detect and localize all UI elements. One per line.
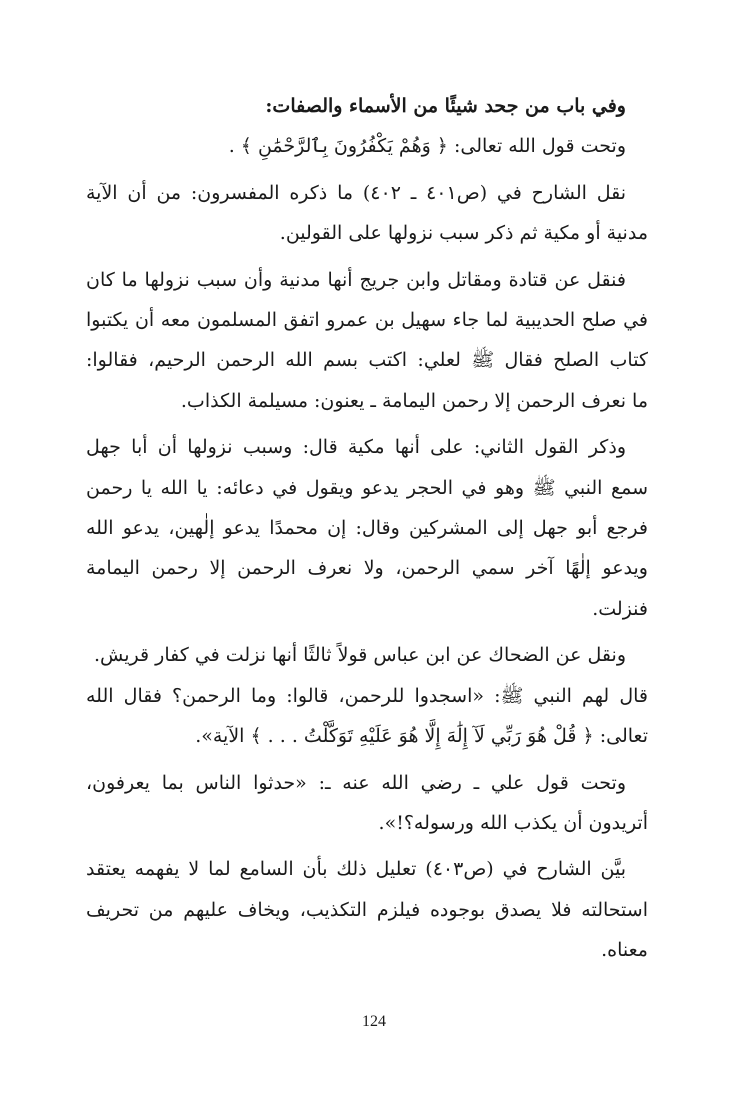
- text-line: سمع النبي ﷺ وهو في الحجر يدعو ويقول في دعائه: يا الله يا رحمن: [86, 476, 648, 499]
- text-line: بيَّن الشارح في (ص٤٠٣) تعليل ذلك بأن السامع لما لا يفهمه يعتقد: [86, 858, 626, 881]
- paragraph: [86, 763, 648, 844]
- text-line: وتحت قول الله تعالى: ﴿ وَهُمْ يَكْفُرُونَ بِٱلرَّحْمَٰنِ ﴾ .: [228, 135, 626, 158]
- text-line: معناه.: [601, 939, 648, 962]
- text-line: ما نعرف الرحمن إلا رحمن اليمامة ـ يعنون: مسيلمة الكذاب.: [180, 389, 648, 412]
- text-line: فرجع أبو جهل إلى المشركين وقال: إن محمدًا يدعو إلٰهين، يدعو الله: [86, 517, 648, 540]
- text-line: ويدعو إلٰهًا آخر سمي الرحمن، ولا نعرف الرحمن إلا رحمن اليمامة: [86, 557, 648, 580]
- paragraph: [86, 173, 648, 254]
- text-line: استحالته فلا يصدق بوجوده فيلزم التكذيب، ويخاف عليهم من تحريف: [86, 898, 648, 921]
- paragraph: [86, 260, 648, 422]
- text-line: كتاب الصلح فقال ﷺ لعلي: اكتب بسم الله الرحمن الرحيم، فقالوا:: [86, 349, 648, 372]
- paragraph: [86, 635, 648, 756]
- paragraph: [86, 849, 648, 970]
- paragraph: [86, 427, 648, 629]
- text-line: ونقل عن الضحاك عن ابن عباس قولاً ثالثًا أنها نزلت في كفار قريش.: [94, 644, 626, 667]
- page-body: [86, 86, 648, 971]
- page-number: 124: [362, 1013, 386, 1030]
- text-line: أتريدون أن يكذب الله ورسوله؟!».: [378, 811, 648, 834]
- text-line: نقل الشارح في (ص٤٠١ ـ ٤٠٢) ما ذكره المفسرون: من أن الآية: [86, 181, 626, 204]
- text-line: وذكر القول الثاني: على أنها مكية قال: وسبب نزولها أن أبا جهل: [86, 436, 626, 459]
- paragraph: [86, 126, 648, 166]
- text-line: مدنية أو مكية ثم ذكر سبب نزولها على القولين.: [279, 222, 648, 245]
- text-line: فنزلت.: [592, 597, 648, 620]
- text-line: قال لهم النبي ﷺ: «اسجدوا للرحمن، قالوا: وما الرحمن؟ فقال الله: [86, 684, 648, 707]
- text-line: فنقل عن قتادة ومقاتل وابن جريج أنها مدنية وأن سبب نزولها ما كان: [86, 268, 626, 291]
- text-line: تعالى: ﴿ قُلْ هُوَ رَبِّي لَآ إِلَٰهَ إِلَّا هُوَ عَلَيْهِ تَوَكَّلْتُ . . . ﴾ الآية».: [195, 725, 648, 748]
- text-line: وتحت قول علي ـ رضي الله عنه ـ: «حدثوا الناس بما يعرفون،: [86, 771, 626, 794]
- section-heading: وفي باب من جحد شيئًا من الأسماء والصفات:: [265, 95, 626, 117]
- text-line: في صلح الحديبية لما جاء سهيل بن عمرو اتفق المسلمون معه أن يكتبوا: [86, 309, 648, 332]
